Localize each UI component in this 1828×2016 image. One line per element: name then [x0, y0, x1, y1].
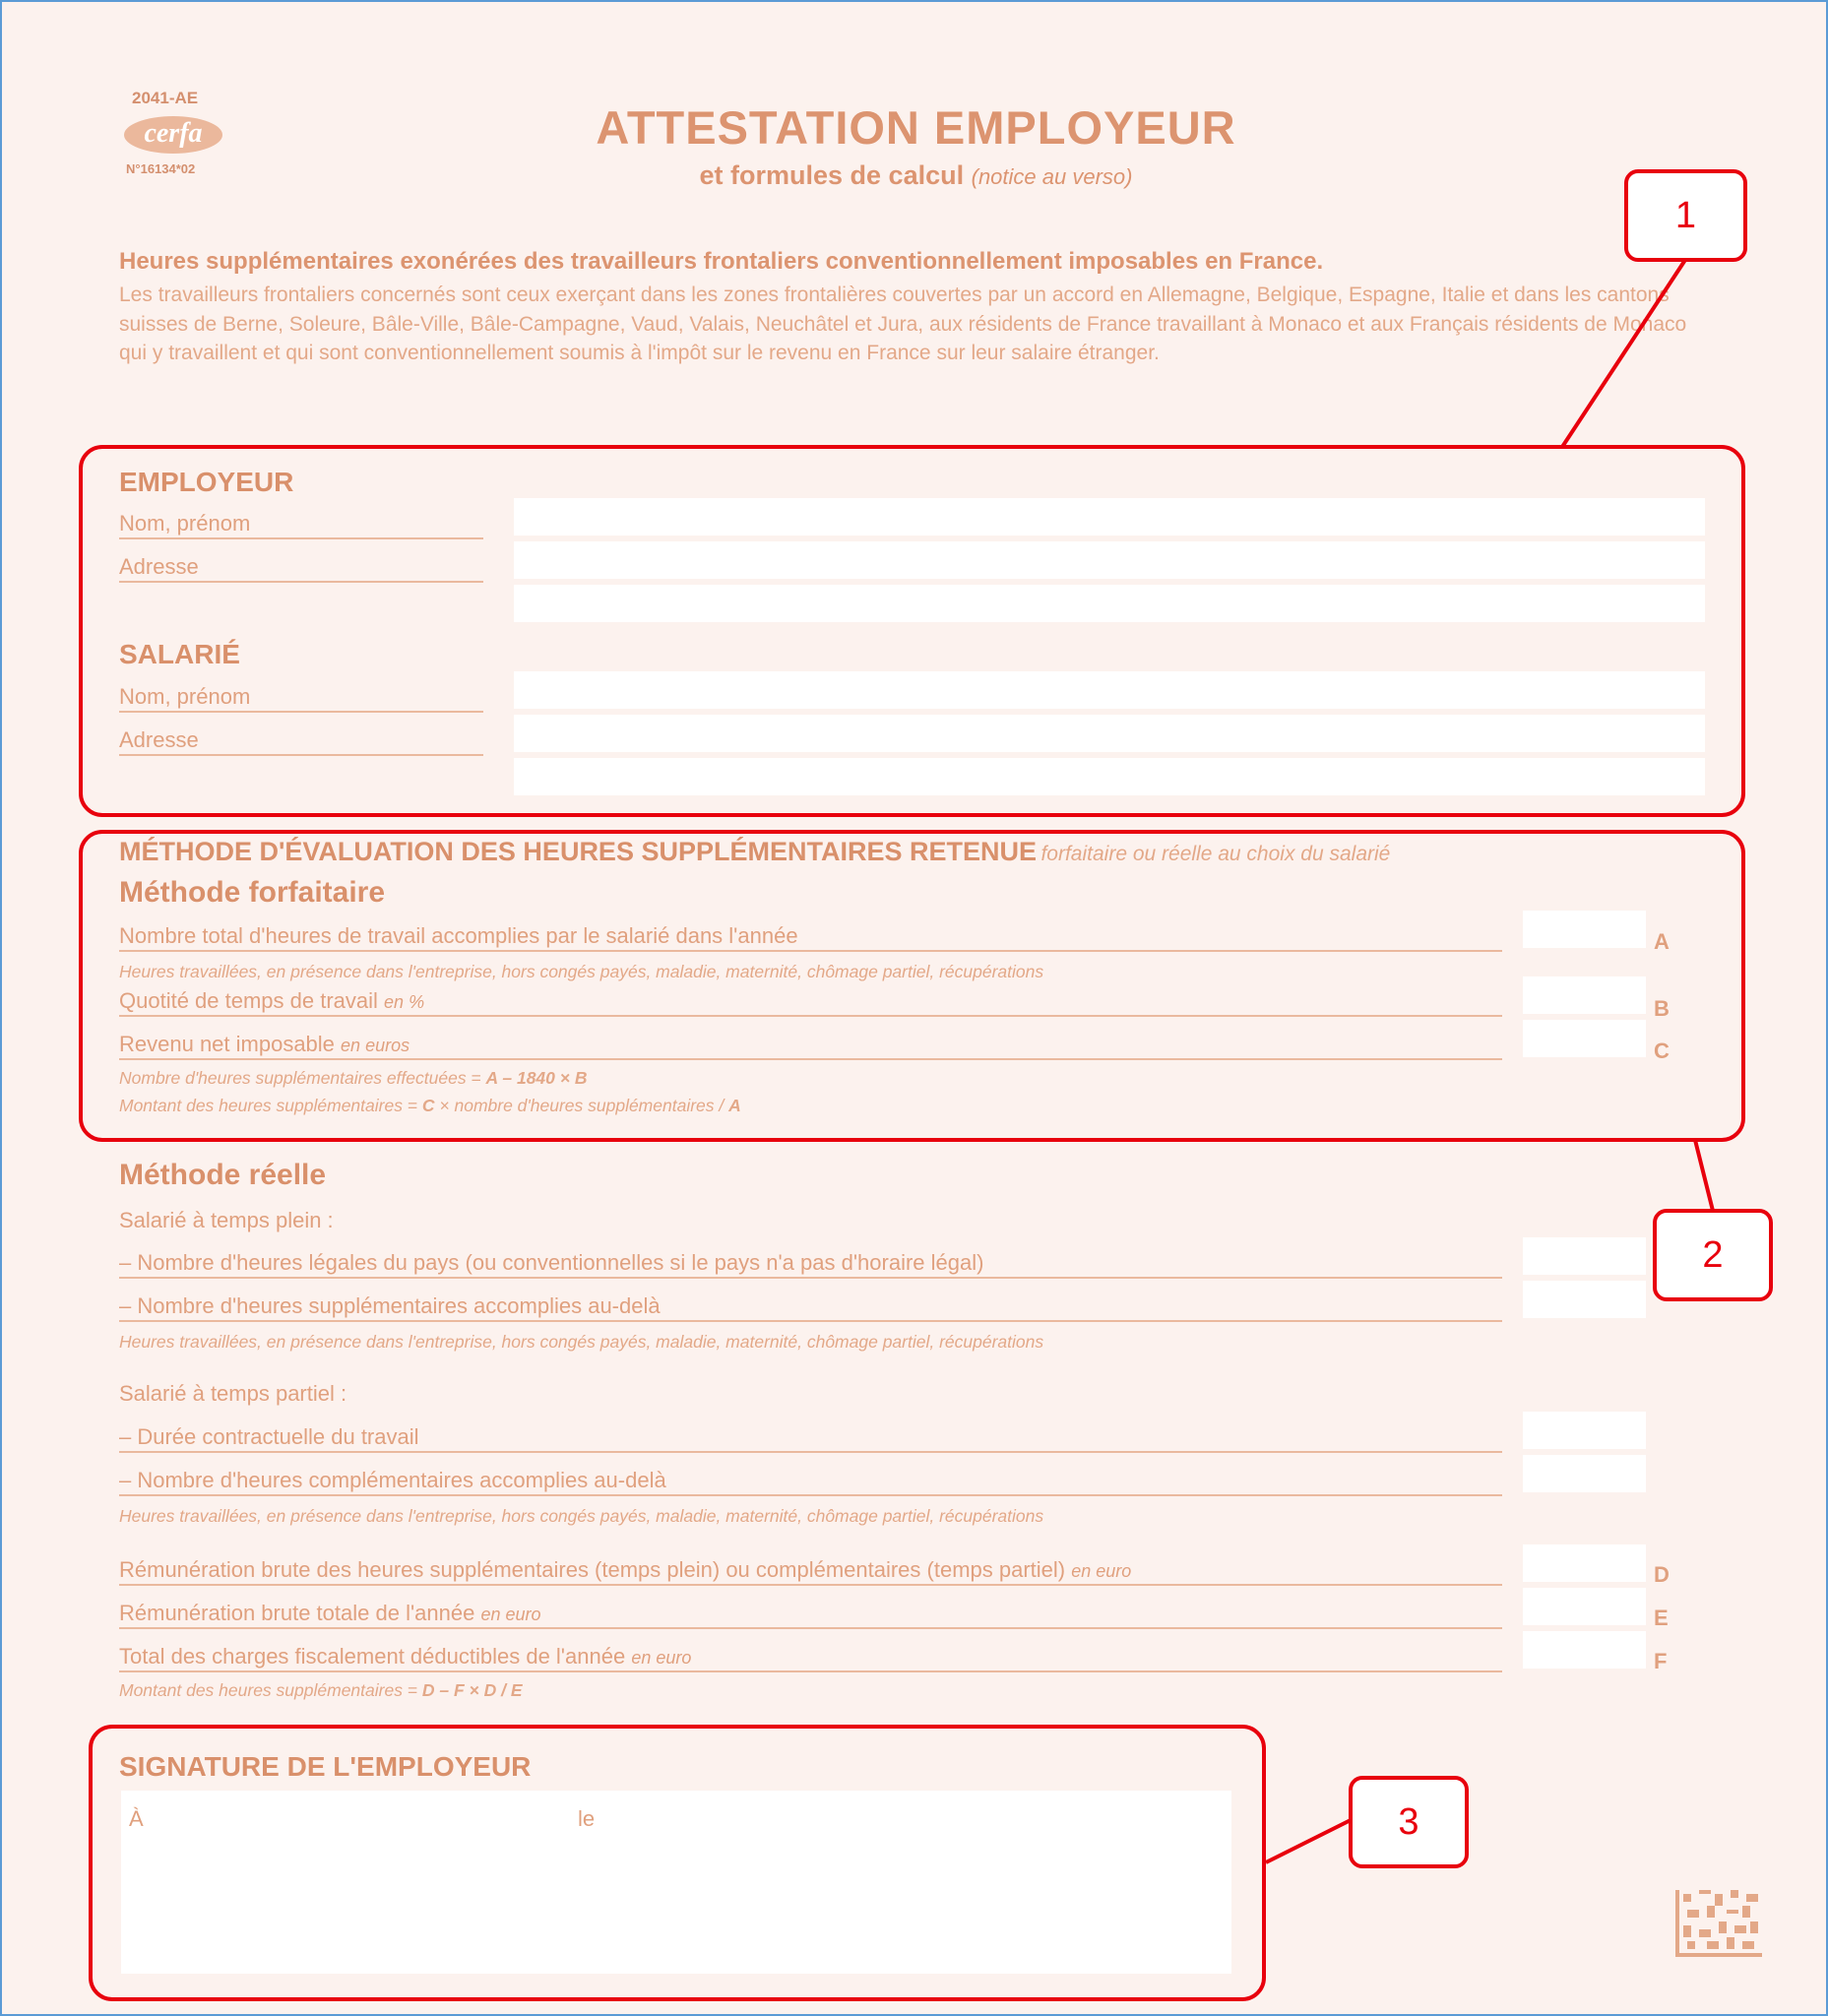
form-code: 2041-AE [132, 89, 199, 107]
form-number: N°16134*02 [126, 161, 196, 176]
formula1-expr: A – 1840 × B [485, 1068, 588, 1088]
formula2-mid: × nombre d'heures supplémentaires / [434, 1096, 729, 1115]
remun-extra-label: Rémunération brute des heures supplémentaires (temps plein) ou complémentaires (temps partiel) [119, 1557, 1066, 1582]
formula1-text: Nombre d'heures supplémentaires effectuées = [119, 1068, 486, 1088]
contract-label: – Durée contractuelle du travail [119, 1424, 1502, 1453]
forfaitaire-hours-note: Heures travaillées, en présence dans l'entreprise, hors congés payés, maladie, maternité, chômage partiel, récupérations [119, 962, 1044, 981]
employeur-address-label: Adresse [119, 554, 483, 583]
callout-number-3: 3 [1349, 1776, 1469, 1868]
reelle-hours-note-1: Heures travaillées, en présence dans l'entreprise, hors congés payés, maladie, maternité, chômage partiel, récupérations [119, 1332, 1044, 1352]
methode-title: MÉTHODE D'ÉVALUATION DES HEURES SUPPLÉMENTAIRES RETENUE [119, 837, 1038, 866]
charges-unit: en euro [631, 1648, 692, 1668]
charges-label: Total des charges fiscalement déductibles de l'année [119, 1644, 626, 1669]
subtitle-note: (notice au verso) [971, 164, 1133, 189]
letter-c: C [1654, 1039, 1670, 1063]
remun-total-label: Rémunération brute totale de l'année [119, 1601, 475, 1625]
extra-hours-label: – Nombre d'heures supplémentaires accomplies au-delà [119, 1293, 1502, 1322]
employeur-title: EMPLOYEUR [119, 467, 294, 497]
intro-paragraph: Les travailleurs frontaliers concernés sont ceux exerçant dans les zones frontalières couvertes par un accord en Allemagne, Belgique, Espagne, Italie et dans les cantons suisses de Berne, Soleure, Bâle-Ville, Bâle-Campagne, Vaud, Valais, Neuchâtel et Jura, aux résidents de France travaillant à Monaco et aux Français résidents de Monaco qui y travaillent et qui sont conventionnellement soumis à l'impôt sur le revenu en France sur leur salaire étranger. [119, 284, 1687, 364]
letter-d: D [1654, 1562, 1670, 1587]
subtitle-text: et formules de calcul [699, 160, 965, 190]
methode-title-note: forfaitaire ou réelle au choix du salarié [1040, 843, 1391, 865]
revenu-label: Revenu net imposable [119, 1032, 335, 1056]
complementary-label: – Nombre d'heures complémentaires accomplies au-delà [119, 1468, 1502, 1496]
callout-leader-lines [2, 2, 1826, 2014]
salarie-name-label: Nom, prénom [119, 684, 483, 713]
plein-label: Salarié à temps plein : [119, 1208, 334, 1232]
page-title: ATTESTATION EMPLOYEUR [596, 101, 1236, 154]
callout-number-1: 1 [1624, 169, 1747, 262]
formula2-a: A [728, 1096, 741, 1115]
total-hours-label: Nombre total d'heures de travail accomplies par le salarié dans l'année [119, 923, 1502, 952]
quotite-label: Quotité de temps de travail [119, 988, 378, 1013]
forfaitaire-title: Méthode forfaitaire [119, 876, 386, 909]
partiel-label: Salarié à temps partiel : [119, 1381, 347, 1406]
letter-f: F [1654, 1649, 1668, 1673]
salarie-address-label: Adresse [119, 727, 483, 756]
formula2-text: Montant des heures supplémentaires = [119, 1096, 422, 1115]
callout-line-2 [1695, 1140, 1713, 1211]
quotite-unit: en % [384, 992, 425, 1012]
intro-heading: Heures supplémentaires exonérées des travailleurs frontaliers conventionnellement imposables en France. [119, 248, 1324, 275]
letter-e: E [1654, 1606, 1669, 1630]
callout-line-3 [1266, 1819, 1353, 1862]
letter-b: B [1654, 996, 1670, 1021]
signature-date-label: le [578, 1806, 596, 1831]
reelle-formula-expr: D – F × D / E [421, 1680, 523, 1700]
reelle-hours-note-2: Heures travaillées, en présence dans l'entreprise, hors congés payés, maladie, maternité, chômage partiel, récupérations [119, 1506, 1044, 1526]
signature-title: SIGNATURE DE L'EMPLOYEUR [119, 1751, 532, 1782]
formula2-c: C [421, 1096, 435, 1115]
salarie-title: SALARIÉ [119, 639, 240, 669]
letter-a: A [1654, 929, 1670, 954]
remun-extra-unit: en euro [1071, 1561, 1132, 1581]
employeur-name-label: Nom, prénom [119, 511, 483, 539]
signature-place-label: À [129, 1806, 144, 1831]
remun-total-unit: en euro [480, 1605, 541, 1624]
revenu-unit: en euros [341, 1036, 410, 1055]
reelle-formula-text: Montant des heures supplémentaires = [119, 1680, 422, 1700]
cerfa-logo: cerfa [124, 116, 222, 154]
callout-line-1 [1562, 260, 1685, 447]
reelle-title: Méthode réelle [119, 1159, 327, 1191]
legal-hours-label: – Nombre d'heures légales du pays (ou conventionnelles si le pays n'a pas d'horaire légal) [119, 1250, 1502, 1279]
callout-number-2: 2 [1653, 1209, 1773, 1301]
